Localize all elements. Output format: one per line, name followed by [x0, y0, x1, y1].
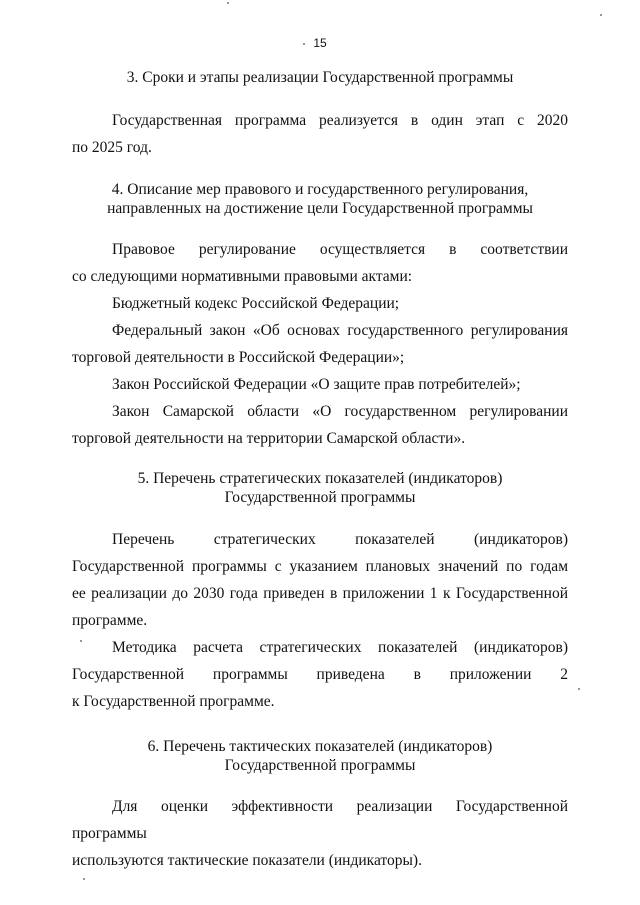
section-3-heading: 3. Сроки и этапы реализации Государственной программы: [126, 69, 514, 86]
heading-line: направленных на достижение цели Государственной программы: [107, 200, 533, 217]
heading-line: 5. Перечень стратегических показателей (индикаторов): [137, 470, 503, 487]
heading-line: 4. Описание мер правового и государственного регулирования,: [111, 181, 529, 198]
page-number: 15: [313, 36, 327, 50]
paragraph-first-line: Закон Самарской области «О государственном регулировании: [112, 403, 568, 420]
heading-line: 6. Перечень тактических показателей (индикаторов): [147, 738, 493, 755]
paragraph-rest: к Государственной программе.: [72, 693, 275, 710]
paragraph-first-line: Федеральный закон «Об основах государственного регулирования: [112, 322, 568, 339]
paragraph-line: Государственной программы приведена в приложении 2: [72, 666, 568, 683]
paragraph-first-line: Перечень стратегических показателей (индикаторов): [112, 531, 568, 548]
heading-line: Государственной программы: [224, 757, 416, 774]
scan-speck: [227, 2, 229, 4]
paragraph-rest: торговой деятельности на территории Самарской области».: [72, 430, 466, 447]
section-5-paragraph-1: [72, 526, 568, 634]
section-6-heading: [72, 737, 568, 775]
section-4-paragraph-3: [72, 317, 568, 371]
paragraph-rest: программе.: [72, 612, 148, 629]
scan-speck: [83, 878, 85, 880]
section-4-paragraph-1: [72, 236, 568, 290]
scan-speck: [303, 43, 305, 45]
section-5-paragraph-2: [72, 634, 568, 715]
section-6-paragraph-1: [72, 793, 568, 874]
paragraph-rest: используются тактические показатели (индикаторы).: [72, 852, 422, 869]
paragraph-first-line: Методика расчета стратегических показателей (индикаторов): [112, 639, 568, 656]
section-3-paragraph: [72, 107, 568, 161]
paragraph-first-line: Государственная программа реализуется в один этап с 2020: [112, 112, 568, 129]
section-4-paragraph-4: Закон Российской Федерации «О защите прав потребителей»;: [112, 376, 521, 393]
paragraph-first-line: Правовое регулирование осуществляется в соответствии: [112, 241, 568, 258]
paragraph-line: Государственной программы с указанием плановых значений по годам: [72, 558, 568, 575]
paragraph-line: ее реализации до 2030 года приведен в приложении 1 к Государственной: [72, 585, 568, 602]
paragraph-rest: по 2025 год.: [72, 139, 152, 156]
paragraph-rest: торговой деятельности в Российской Федерации»;: [72, 349, 405, 366]
section-5-heading: [72, 469, 568, 507]
heading-line: Государственной программы: [224, 489, 416, 506]
paragraph-rest: со следующими нормативными правовыми актами:: [72, 268, 413, 285]
section-4-paragraph-2: Бюджетный кодекс Российской Федерации;: [112, 295, 400, 312]
scan-speck: [578, 688, 580, 690]
scan-speck: [80, 640, 82, 642]
paragraph-first-line: Для оценки эффективности реализации Государственной программы: [72, 798, 568, 842]
scan-speck: [600, 14, 602, 16]
section-4-paragraph-5: [72, 398, 568, 452]
section-4-heading: [72, 180, 568, 218]
